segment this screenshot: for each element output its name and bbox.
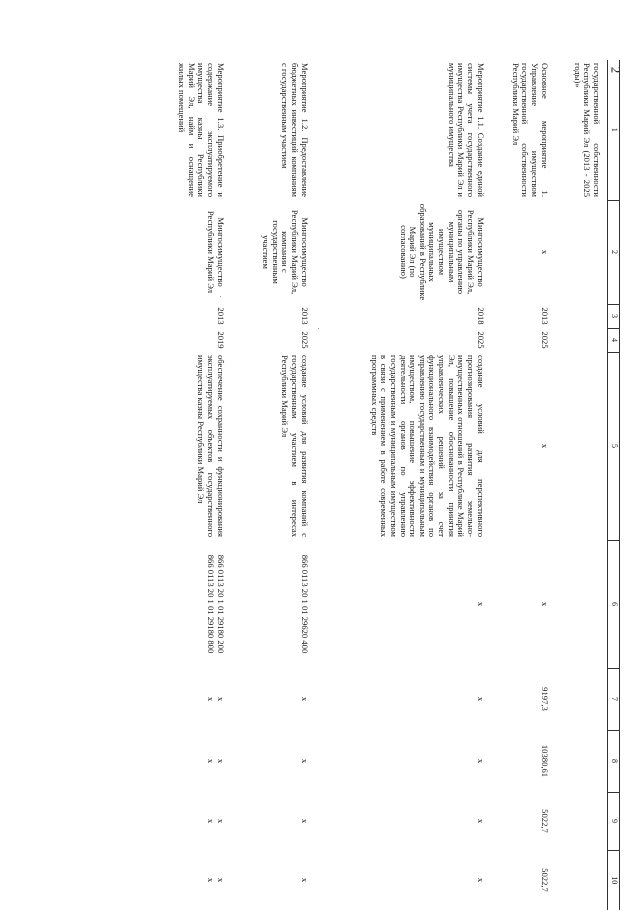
scan-speck xyxy=(220,296,221,297)
header-row xyxy=(608,60,620,910)
cell-code: 866 0113 20 1 01 29620 400 xyxy=(299,554,310,654)
cell xyxy=(550,200,608,304)
page-number: 2 xyxy=(608,66,624,74)
cell-value-7: х xyxy=(475,696,486,702)
cell-code: х xyxy=(475,601,486,607)
column-header: 10 xyxy=(608,850,620,910)
cell-value-9: 5022,7 xyxy=(539,809,550,833)
cell-name: государственной собственности Республики Марий Эл (2013 - 2025 годы)» xyxy=(572,63,603,197)
cell-value-10: х xyxy=(299,877,310,883)
cell xyxy=(550,730,608,792)
cell xyxy=(550,540,608,668)
cell-name: Основное мероприятие 1. Управление имуществом государственной собственности Республики Марий Эл xyxy=(510,63,550,197)
column-header: 1 xyxy=(608,60,620,200)
cell-result: х xyxy=(539,443,550,449)
column-header: 7 xyxy=(608,668,620,730)
cell-name: Мероприятие 1.1. Создание единой системы учета государственного имущества Республики Марий Эл и муниципального имущества xyxy=(446,63,486,197)
cell-value-8: 10380,61 xyxy=(539,744,550,778)
cell-code: х xyxy=(539,601,550,607)
cell-value-9: х х xyxy=(205,818,226,824)
cell-value-8: х х xyxy=(205,758,226,764)
cell-result: создание условий для перспективного прогнозирования развития земельно-имущественных отношений в Республике Марий Эл, повышение обоснованности принятия управленческих решений за счет функционального взаимодействия органов по управлению государственным и муниципальным имуществом, повышение эффективности деятельности органов по управлению государственным и муниципальным имуществом в связи с применением в работе современных программных средств xyxy=(369,355,486,537)
table-row xyxy=(550,60,608,910)
rotated-table-container xyxy=(20,60,620,910)
cell-end-year: 2025 xyxy=(475,331,486,349)
scan-speck xyxy=(318,328,319,329)
cell-name: Мероприятие 1.3. Приобретение и содержание эксплуатируемого имущества казны Республики Марий Эл, найм и оснащение жилых помещений xyxy=(177,63,226,197)
cell-value-7: х xyxy=(299,696,310,702)
cell xyxy=(550,668,608,730)
cell-result: обеспечение сохранности и функционирования эксплуатируемых объектов государственного имущества казны Республики Марий Эл xyxy=(196,355,226,537)
cell xyxy=(550,328,608,352)
cell-value-8: х xyxy=(475,758,486,764)
cell-code: 866 0113 20 1 01 29180 200 866 0113 20 1 01 29180 800 xyxy=(205,554,226,654)
cell-value-7: х х xyxy=(205,696,226,702)
cell-responsible: Мингосимущество Республики Марий Эл, компании с государственным участием xyxy=(261,209,310,295)
cell-start-year: 2013 xyxy=(539,307,550,325)
column-header: 9 xyxy=(608,792,620,850)
cell-value-9: х xyxy=(299,818,310,824)
cell-value-10: х х xyxy=(205,877,226,883)
column-header: 4 xyxy=(608,328,620,352)
cell-start-year: 2018 xyxy=(475,307,486,325)
cell-end-year: 2025 xyxy=(539,331,550,349)
cell xyxy=(550,352,608,540)
column-header: 6 xyxy=(608,540,620,668)
cell-value-10: 5022,7 xyxy=(539,868,550,892)
cell-value-8: х xyxy=(299,758,310,764)
cell xyxy=(550,792,608,850)
column-header: 2 xyxy=(608,200,620,304)
cell-result: создание условий для развития компаний с государственным участием в интересах Республики Марий Эл xyxy=(280,355,310,537)
cell xyxy=(550,850,608,910)
cell-value-7: 9197,3 xyxy=(539,687,550,711)
cell-responsible: Мингосимущество Республики Марий Эл xyxy=(205,210,226,294)
cell-end-year: 2019 xyxy=(215,331,226,349)
table-row xyxy=(136,60,226,910)
column-header: 8 xyxy=(608,730,620,792)
cell-start-year: 2013 xyxy=(215,307,226,325)
table-row xyxy=(310,60,486,910)
table-row xyxy=(486,60,550,910)
cell-start-year: 2013 xyxy=(299,307,310,325)
column-header: 3 xyxy=(608,304,620,328)
cell xyxy=(550,304,608,328)
cell-value-9: х xyxy=(475,818,486,824)
cell-name: Мероприятие 1.2. Предоставление бюджетных инвестиций компаниям с государственным участием xyxy=(280,63,310,197)
cell-responsible: х xyxy=(539,249,550,255)
cell-end-year: 2025 xyxy=(299,331,310,349)
program-table xyxy=(136,60,620,910)
column-header: 5 xyxy=(608,352,620,540)
table-row xyxy=(226,60,310,910)
cell-value-10: х xyxy=(475,877,486,883)
cell-responsible: Мингосимущество Республики Марий Эл, органы по управлению муниципальным имуществом муниципальных образований в Республике Марий Эл (по согласованию) xyxy=(398,203,486,301)
